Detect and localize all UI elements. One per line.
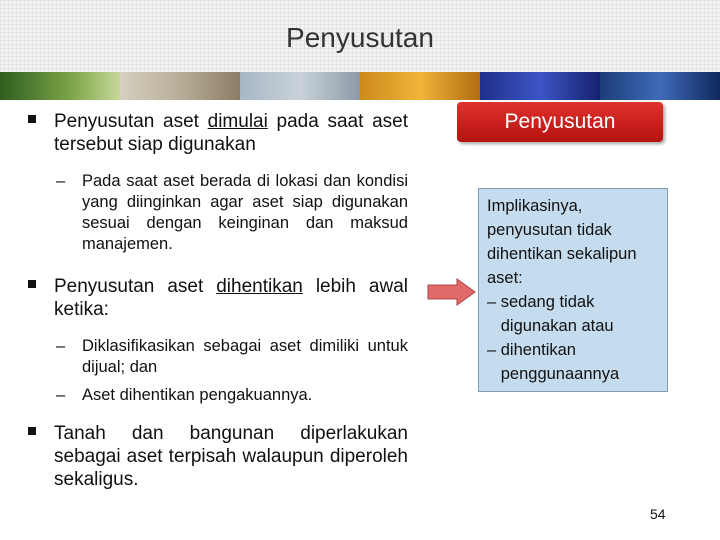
banner-segment-calculator [240,72,360,100]
box-line: – dihentikan [487,341,576,359]
bullet-text: Penyusutan aset [54,276,217,297]
banner-segment-blue [480,72,600,100]
box-line: aset: [487,269,523,287]
sub-bullet-text: Pada saat aset berada di lokasi dan kondisi yang diinginkan agar aset siap digunakan sesuai dengan keinginan dan maksud manajemen. [82,172,408,253]
box-line: penggunaannya [487,365,620,383]
banner-segment-pens [120,72,240,100]
bullet-list [28,110,408,491]
banner-segment-green [0,72,120,100]
sub-bullet-text: Aset dihentikan pengakuannya. [82,386,313,404]
box-line: – sedang tidak [487,293,595,311]
bullet-item [28,275,408,321]
bullet-text: pada saat aset tersebut siap digunakan [54,111,408,155]
bullet-item [28,110,408,156]
box-line: digunakan atau [487,317,614,335]
sub-bullet-item: – Aset dihentikan pengakuannya. [56,386,313,404]
box-line: dihentikan sekalipun [487,245,637,263]
side-header: Penyusutan [457,102,663,142]
sub-bullet-text: Diklasifikasikan sebagai aset dimiliki untuk dijual; dan [82,337,408,376]
banner-segment-gears [360,72,480,100]
square-bullet-icon [28,427,36,435]
bullet-text: Penyusutan aset [54,111,208,132]
implication-box [478,188,668,392]
square-bullet-icon [28,280,36,288]
box-line: Implikasinya, [487,197,583,215]
page-number: 54 [650,506,666,522]
underlined-term: dihentikan [216,276,303,297]
bullet-item [28,422,408,491]
box-line: penyusutan tidak [487,221,612,239]
slide-title: Penyusutan [286,22,434,53]
bullet-text: lebih awal ketika: [54,276,409,320]
banner-segment-keyboard [600,72,720,100]
square-bullet-icon [28,115,36,123]
underlined-term: dimulai [207,111,268,132]
right-arrow-icon [427,278,477,306]
photo-banner [0,72,720,100]
sub-bullet-item: – Pada saat aset berada di lokasi dan kondisi yang diinginkan agar aset siap digunakan sesuai dengan keinginan dan maksud manajemen. [56,172,408,253]
bullet-text: Tanah dan bangunan diperlakukan sebagai aset terpisah walaupun diperoleh sekaligus. [54,423,408,490]
sub-bullet-item: – Diklasifikasikan sebagai aset dimiliki untuk dijual; dan [56,337,408,376]
